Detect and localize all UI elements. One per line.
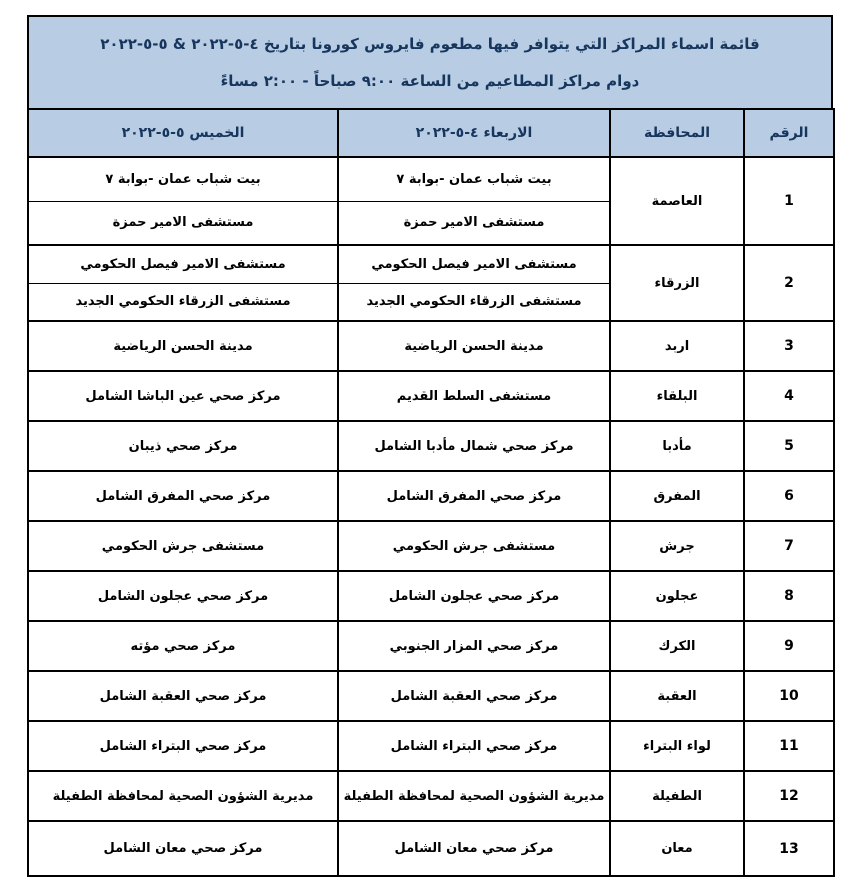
- governorate-cell: العاصمة: [610, 157, 744, 245]
- governorate-cell: البلقاء: [610, 371, 744, 421]
- table-row: [28, 571, 834, 621]
- table-row: [28, 721, 834, 771]
- governorate-cell: مأدبا: [610, 421, 744, 471]
- thursday-center-cell: مديرية الشؤون الصحية لمحافظة الطفيلة: [28, 771, 338, 821]
- vaccine-centers-table: [27, 108, 835, 877]
- number-cell: 1: [744, 157, 834, 245]
- governorate-cell: جرش: [610, 521, 744, 571]
- thursday-center-cell: مستشفى الزرقاء الحكومي الجديد: [28, 283, 338, 321]
- table-row: [28, 771, 834, 821]
- table-row: [28, 821, 834, 876]
- number-cell: 10: [744, 671, 834, 721]
- wednesday-center-cell: مستشفى الامير فيصل الحكومي: [338, 245, 610, 283]
- thursday-center-cell: مستشفى الامير حمزة: [28, 201, 338, 245]
- number-cell: 8: [744, 571, 834, 621]
- table-row: [28, 321, 834, 371]
- wednesday-center-cell: مركز صحي البتراء الشامل: [338, 721, 610, 771]
- table-row: [28, 521, 834, 571]
- wednesday-center-cell: بيت شباب عمان -بوابة ٧: [338, 157, 610, 201]
- governorate-cell: الزرقاء: [610, 245, 744, 321]
- number-cell: 11: [744, 721, 834, 771]
- thursday-center-cell: مركز صحي معان الشامل: [28, 821, 338, 876]
- governorate-cell: الطفيلة: [610, 771, 744, 821]
- number-cell: 12: [744, 771, 834, 821]
- col-header-governorate: المحافظة: [610, 109, 744, 157]
- thursday-center-cell: مركز صحي المفرق الشامل: [28, 471, 338, 521]
- table-row: [28, 245, 834, 283]
- col-header-thursday: الخميس ٥-٥-٢٠٢٢: [28, 109, 338, 157]
- number-cell: 9: [744, 621, 834, 671]
- table-row: [28, 621, 834, 671]
- title-banner: [27, 15, 833, 110]
- document-title: قائمة اسماء المراكز التي يتوافر فيها مطعوم فايروس كورونا بتاريخ ٤-٥-٢٠٢٢ & ٥-٥-٢٠٢٢: [100, 35, 760, 54]
- wednesday-center-cell: مستشفى الزرقاء الحكومي الجديد: [338, 283, 610, 321]
- wednesday-center-cell: مدينة الحسن الرياضية: [338, 321, 610, 371]
- thursday-center-cell: مدينة الحسن الرياضية: [28, 321, 338, 371]
- thursday-center-cell: مركز صحي ذيبان: [28, 421, 338, 471]
- wednesday-center-cell: مستشفى السلط القديم: [338, 371, 610, 421]
- thursday-center-cell: مستشفى الامير فيصل الحكومي: [28, 245, 338, 283]
- number-cell: 6: [744, 471, 834, 521]
- wednesday-center-cell: مركز صحي معان الشامل: [338, 821, 610, 876]
- wednesday-center-cell: مركز صحي شمال مأدبا الشامل: [338, 421, 610, 471]
- working-hours-note: دوام مراكز المطاعيم من الساعة ٩:٠٠ صباحاً - ٢:٠٠ مساءً: [220, 71, 640, 90]
- wednesday-center-cell: مديرية الشؤون الصحية لمحافظة الطفيلة: [338, 771, 610, 821]
- governorate-cell: عجلون: [610, 571, 744, 621]
- number-cell: 5: [744, 421, 834, 471]
- table-row: [28, 471, 834, 521]
- governorate-cell: الكرك: [610, 621, 744, 671]
- wednesday-center-cell: مستشفى جرش الحكومي: [338, 521, 610, 571]
- number-cell: 13: [744, 821, 834, 876]
- governorate-cell: اربد: [610, 321, 744, 371]
- number-cell: 7: [744, 521, 834, 571]
- wednesday-center-cell: مركز صحي العقبة الشامل: [338, 671, 610, 721]
- number-cell: 3: [744, 321, 834, 371]
- table-row: [28, 421, 834, 471]
- wednesday-center-cell: مستشفى الامير حمزة: [338, 201, 610, 245]
- governorate-cell: لواء البتراء: [610, 721, 744, 771]
- thursday-center-cell: مركز صحي العقبة الشامل: [28, 671, 338, 721]
- thursday-center-cell: مركز صحي عين الباشا الشامل: [28, 371, 338, 421]
- number-cell: 2: [744, 245, 834, 321]
- wednesday-center-cell: مركز صحي المزار الجنوبي: [338, 621, 610, 671]
- thursday-center-cell: بيت شباب عمان -بوابة ٧: [28, 157, 338, 201]
- header-row: [28, 109, 834, 157]
- table-row: [28, 671, 834, 721]
- col-header-wednesday: الاربعاء ٤-٥-٢٠٢٢: [338, 109, 610, 157]
- wednesday-center-cell: مركز صحي عجلون الشامل: [338, 571, 610, 621]
- thursday-center-cell: مركز صحي عجلون الشامل: [28, 571, 338, 621]
- thursday-center-cell: مركز صحي مؤته: [28, 621, 338, 671]
- wednesday-center-cell: مركز صحي المفرق الشامل: [338, 471, 610, 521]
- table-row: [28, 371, 834, 421]
- col-header-number: الرقم: [744, 109, 834, 157]
- thursday-center-cell: مستشفى جرش الحكومي: [28, 521, 338, 571]
- governorate-cell: معان: [610, 821, 744, 876]
- governorate-cell: العقبة: [610, 671, 744, 721]
- number-cell: 4: [744, 371, 834, 421]
- thursday-center-cell: مركز صحي البتراء الشامل: [28, 721, 338, 771]
- governorate-cell: المفرق: [610, 471, 744, 521]
- table-row: [28, 157, 834, 201]
